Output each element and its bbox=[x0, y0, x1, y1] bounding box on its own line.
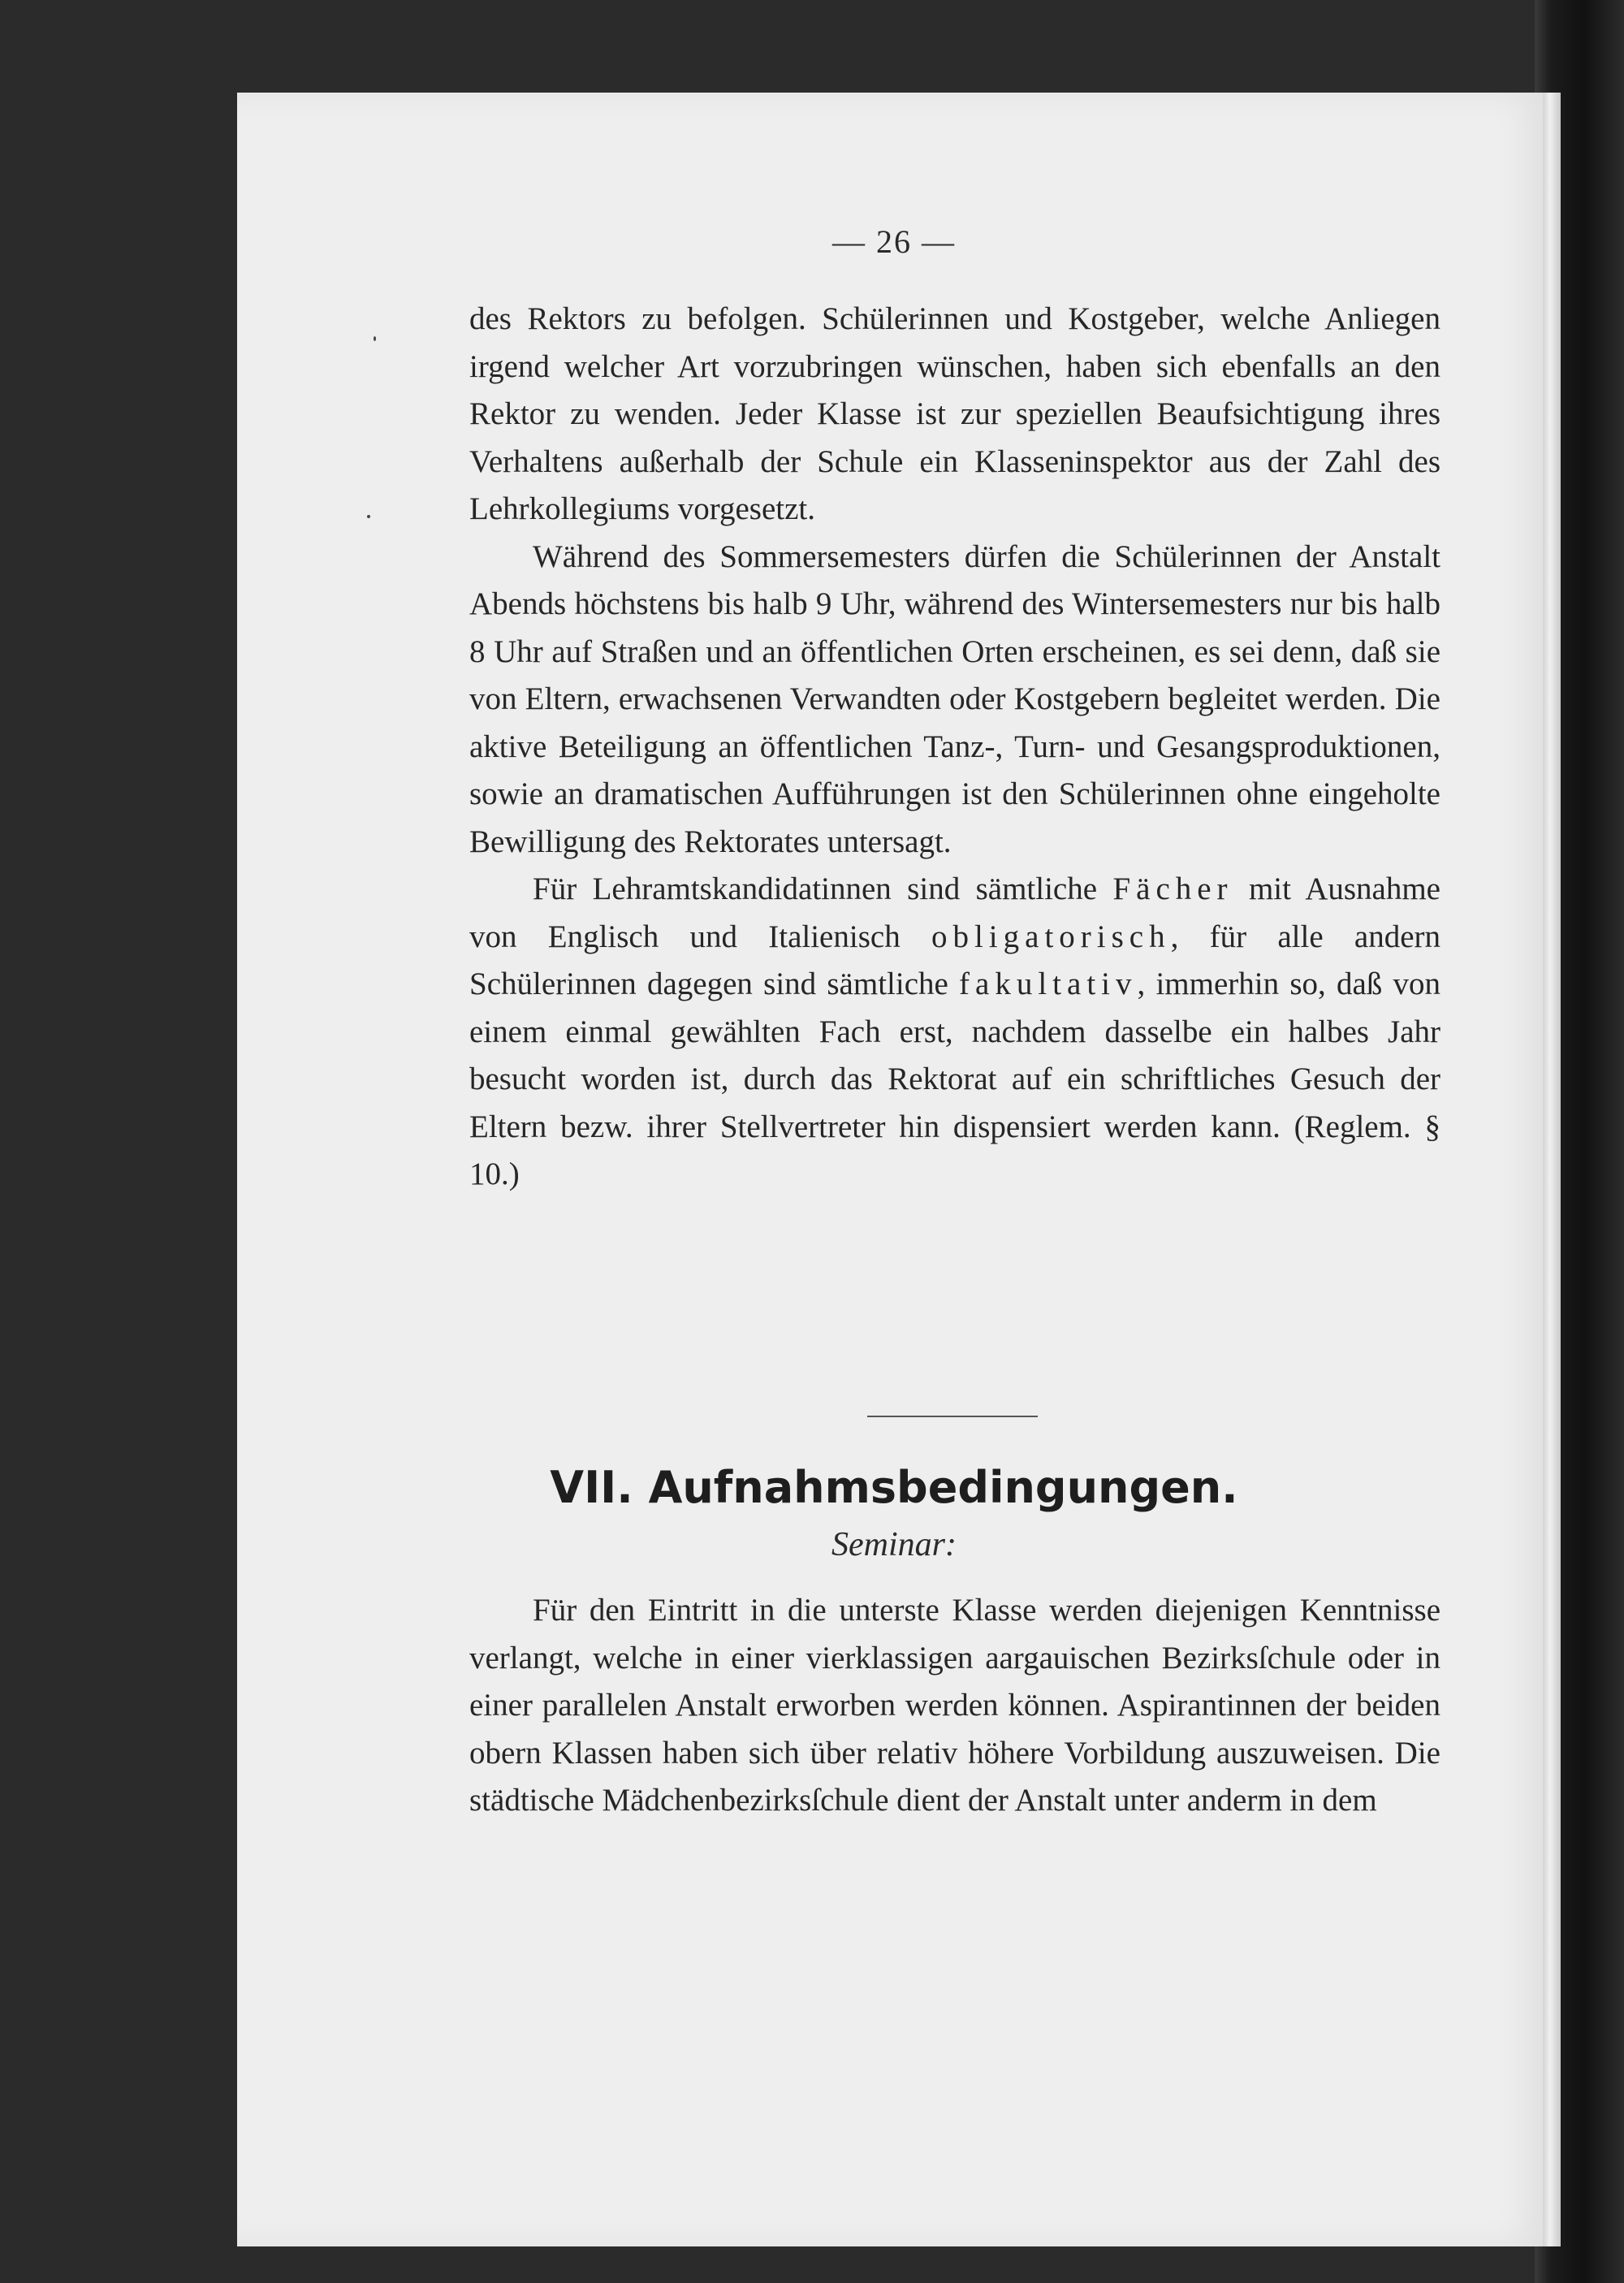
emphasis-faecher: Fächer bbox=[1112, 871, 1233, 906]
paragraph-admission: Für den Eintritt in die unterste Klasse werden diejenigen Kenntnisse verlangt, welche in einer vierklassigen aargauischen Bezirksſchule oder in einer parallelen Anstalt erworben werden können. Aspirantinnen der beiden obern Klassen haben sich über relativ höhere Vorbildung auszuweisen. Die städtische Mädchenbezirksſchule dient der Anstalt unter anderm in dem bbox=[469, 1593, 1440, 1818]
body-text-lower bbox=[469, 1587, 1440, 1825]
section-subheading: Seminar: bbox=[831, 1526, 957, 1563]
body-text-upper bbox=[469, 296, 1440, 1199]
page-fold-edge bbox=[1543, 93, 1561, 2246]
paragraph-text-part: , für alle andern Schülerinnen dagegen sind sämtliche bbox=[469, 919, 1441, 1001]
emphasis-obligatorisch: obligatorisch bbox=[931, 919, 1171, 954]
paragraph-text-part: mit Ausnahme von Englisch und Italienisch bbox=[469, 871, 1440, 954]
paragraph-rector-duties: des Rektors zu befolgen. Schülerinnen und Kostgeber, welche Anliegen irgend welcher Art vorzubringen wünschen, haben sich ebenfalls an den Rektor zu wenden. Jeder Klasse ist zur speziellen Beaufsichtigung ihres Verhaltens außerhalb der Schule ein Klasseninspektor aus der Zahl des Lehrkollegiums vorgesetzt. bbox=[469, 301, 1440, 526]
paper-speck bbox=[367, 515, 370, 518]
emphasis-fakultativ: fakultativ bbox=[959, 966, 1138, 1001]
paragraph-subject-requirements bbox=[469, 866, 1440, 1199]
book-page bbox=[237, 93, 1551, 2246]
page-number: — 26 — bbox=[832, 223, 956, 260]
paragraph-text-part: Für Lehramtskandidatinnen sind sämtliche bbox=[533, 871, 1113, 906]
paragraph-text-part: , immerhin so, daß von einem einmal gewählten Fach erst, nachdem dasselbe ein halbes Jahr besucht worden ist, durch das Rektorat auf ein schriftliches Gesuch der Eltern bezw. ihrer Stellvertreter hin dispensiert werden kann. (Reglem. § 10.) bbox=[469, 966, 1440, 1191]
section-divider bbox=[867, 1416, 1038, 1417]
paper-speck bbox=[374, 336, 376, 341]
section-heading: VII. Aufnahmsbedingungen. bbox=[550, 1462, 1238, 1513]
paragraph-evening-curfew: Während des Sommersemesters dürfen die Schülerinnen der Anstalt Abends höchstens bis halb 9 Uhr, während des Wintersemesters nur bis halb 8 Uhr auf Straßen und an öffentlichen Orten erscheinen, es sei denn, daß sie von Eltern, erwachsenen Verwandten oder Kostgebern begleitet werden. Die aktive Beteiligung an öffentlichen Tanz-, Turn- und Gesangsproduktionen, sowie an dramatischen Aufführungen ist den Schülerinnen ohne eingeholte Bewilligung des Rektorates untersagt. bbox=[469, 538, 1440, 859]
